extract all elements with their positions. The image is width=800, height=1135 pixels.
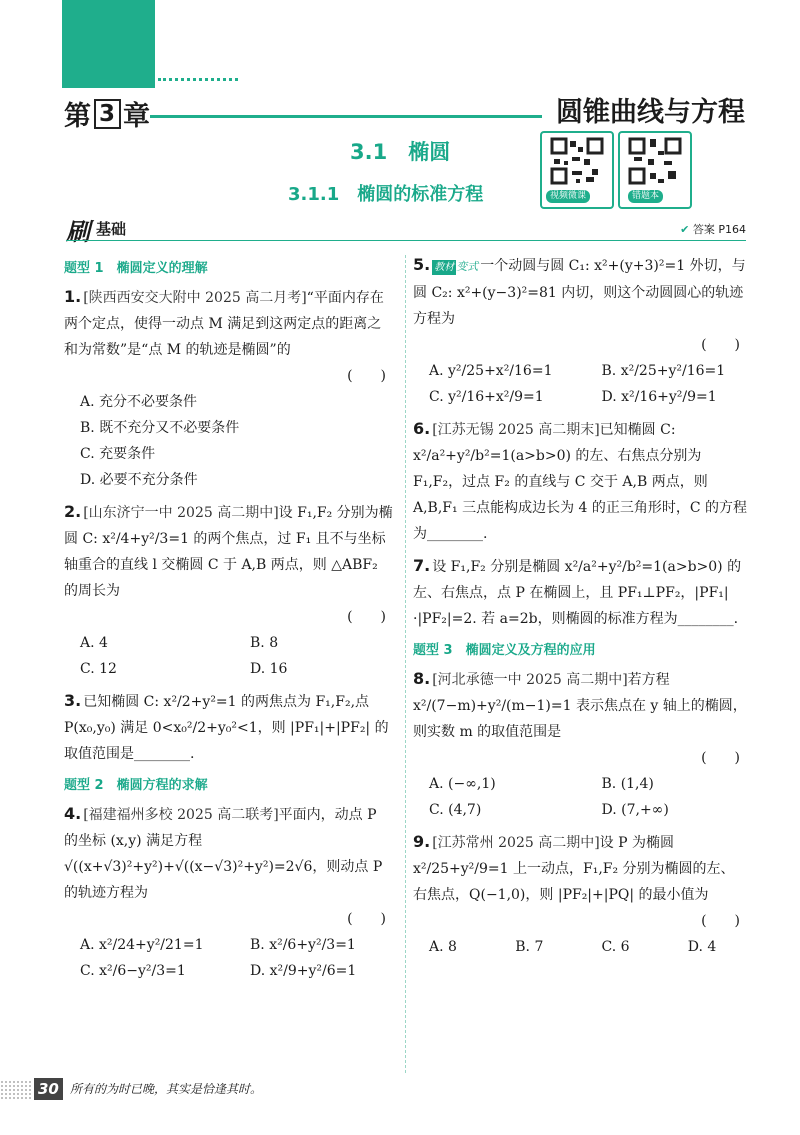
qr-label-errors: 错题本 (628, 190, 663, 203)
options (413, 771, 748, 823)
question-6 (413, 416, 748, 547)
question-text: 已知椭圆 C: x²/2+y²=1 的两焦点为 F₁,F₂,点 P(x₀,y₀) 满足 0<x₀²/2+y₀²<1，则 |PF₁|+|PF₂| 的取值范围是________. (64, 694, 389, 762)
answer-paren: ( ) (347, 911, 386, 927)
variant-badge: 变式 (456, 260, 479, 273)
decorative-dots (158, 78, 238, 81)
question-number: 9. (413, 832, 431, 851)
option-b: B. 7 (515, 939, 544, 955)
question-source: [山东济宁一中 2025 高二期中] (83, 505, 279, 521)
chapter-title: 圆锥曲线与方程 (556, 97, 745, 128)
option-c: C. (4,7) (429, 802, 482, 818)
option-b: B. 既不充分又不必要条件 (80, 420, 240, 436)
option-d: D. (7,+∞) (601, 802, 669, 818)
footer-dot-pattern (0, 1080, 32, 1100)
option-d: D. x²/9+y²/6=1 (250, 963, 357, 979)
option-a: A. 8 (429, 939, 457, 955)
question-number: 4. (64, 804, 82, 823)
option-d: D. 必要不充分条件 (80, 472, 198, 488)
chapter-rule (150, 115, 542, 118)
question-number: 2. (64, 502, 82, 521)
footer-motto: 所有的为时已晚，其实是恰逢其时。 (70, 1082, 263, 1096)
option-b: B. 8 (250, 635, 279, 651)
chapter-number (64, 94, 151, 133)
qr-code-icon (620, 133, 690, 189)
option-c: C. 12 (80, 661, 117, 677)
practice-rule (66, 240, 746, 241)
question-text: 设 F₁,F₂ 分别为椭圆 C: x²/4+y²/3=1 的两个焦点，过 F₁ 且不与坐标轴重合的直线 l 交椭圆 C 于 A,B 两点，则 △ABF₂ 的周长为 (64, 505, 393, 599)
question-source: [福建福州多校 2025 高二联考] (83, 807, 279, 823)
question-5 (413, 252, 748, 410)
question-source: [河北承德一中 2025 高二期中] (432, 672, 628, 688)
chapter-suffix: 章 (123, 101, 152, 132)
question-2 (64, 499, 394, 682)
options (413, 358, 748, 410)
option-a: A. x²/24+y²/21=1 (80, 937, 204, 953)
question-1 (64, 284, 394, 493)
option-a: A. y²/25+x²/16=1 (429, 363, 553, 379)
question-source: [陕西西安交大附中 2025 高二月考] (83, 290, 307, 306)
option-b: B. (1,4) (601, 776, 654, 792)
section-title: 3.1 椭圆 (350, 140, 451, 164)
question-text: “平面内存在两个定点，使得一动点 M 满足到这两定点的距离之和为常数”是“点 M 的轨迹是椭圆”的 (64, 290, 384, 358)
question-number: 3. (64, 691, 82, 710)
question-3 (64, 688, 394, 767)
question-text: 设 F₁,F₂ 分别是椭圆 x²/a²+y²/b²=1(a>b>0) 的左、右焦点，点 P 在椭圆上，且 PF₁⊥PF₂，|PF₁|·|PF₂|=2. 若 a=2b，则椭圆的标准方程为________. (413, 559, 742, 627)
question-number: 8. (413, 669, 431, 688)
options (413, 934, 748, 960)
options (64, 932, 394, 984)
question-8 (413, 666, 748, 823)
question-text: 若方程 x²/(7−m)+y²/(m−1)=1 表示焦点在 y 轴上的椭圆，则实数 m 的取值范围是 (413, 672, 747, 740)
answer-paren: ( ) (701, 337, 740, 353)
question-7 (413, 553, 748, 632)
question-9 (413, 829, 748, 960)
option-c: C. 6 (601, 939, 630, 955)
option-c: C. y²/16+x²/9=1 (429, 389, 544, 405)
options (64, 630, 394, 682)
option-d: D. 16 (250, 661, 288, 677)
right-column (413, 252, 748, 966)
check-icon: ✔ (680, 223, 690, 236)
topic-3-heading: 题型 3 椭圆定义及方程的应用 (413, 643, 596, 658)
question-4 (64, 801, 394, 984)
answer-paren: ( ) (347, 368, 386, 384)
answer-paren: ( ) (347, 609, 386, 625)
question-number: 5. (413, 255, 431, 274)
question-number: 1. (64, 287, 82, 306)
qr-label-video: 视频微课 (546, 190, 590, 203)
chapter-tab (62, 0, 155, 88)
option-b: B. x²/6+y²/3=1 (250, 937, 356, 953)
answer-paren: ( ) (701, 913, 740, 929)
answer-reference (680, 221, 746, 237)
left-column (64, 252, 394, 990)
question-text: 设 P 为椭圆 x²/25+y²/9=1 上一动点，F₁,F₂ 分别为椭圆的左、右焦点，Q(−1,0)，则 |PF₂|+|PQ| 的最小值为 (413, 835, 735, 903)
answer-reference-text: 答案 P164 (692, 223, 746, 236)
question-number: 6. (413, 419, 431, 438)
textbook-badge: 教材 (434, 262, 455, 273)
question-text: 一个动圆与圆 C₁: x²+(y+3)²=1 外切，与圆 C₂: x²+(y−3)²=81 内切，则这个动圆圆心的轨迹方程为 (413, 258, 746, 327)
answer-paren: ( ) (701, 750, 740, 766)
topic-2-heading: 题型 2 椭圆方程的求解 (64, 778, 208, 793)
topic-1-heading: 题型 1 椭圆定义的理解 (64, 261, 208, 276)
question-text: 已知椭圆 C: x²/a²+y²/b²=1(a>b>0) 的左、右焦点分别为 F₁,F₂，过点 F₂ 的直线与 C 交于 A,B 两点，则 A,B,F₁ 三点能构成边长为 4 的正三角形时，C 的方程为________. (413, 422, 748, 542)
qr-code-icon (542, 133, 612, 189)
question-number: 7. (413, 556, 431, 575)
option-a: A. 充分不必要条件 (80, 394, 198, 410)
question-source: [江苏无锡 2025 高二期末] (432, 422, 600, 438)
chapter-prefix: 第 (64, 101, 92, 132)
option-d: D. x²/16+y²/9=1 (601, 389, 717, 405)
practice-brush-char: 刷 (66, 218, 90, 246)
option-d: D. 4 (687, 939, 717, 955)
option-b: B. x²/25+y²/16=1 (601, 363, 726, 379)
option-c: C. 充要条件 (80, 446, 156, 462)
page-number: 30 (34, 1078, 63, 1100)
option-a: A. 4 (80, 635, 108, 651)
column-divider (405, 255, 406, 1073)
chapter-number-box: 3 (94, 99, 121, 129)
option-a: A. (−∞,1) (429, 776, 496, 792)
practice-label: 基础 (96, 220, 127, 238)
subsection-title: 3.1.1 椭圆的标准方程 (288, 184, 484, 205)
question-text: 平面内，动点 P 的坐标 (x,y) 满足方程 √((x+√3)²+y²)+√((x−√3)²+y²)=2√6，则动点 P 的轨迹方程为 (64, 807, 383, 901)
question-source: [江苏常州 2025 高二期中] (432, 835, 600, 851)
option-c: C. x²/6−y²/3=1 (80, 963, 186, 979)
